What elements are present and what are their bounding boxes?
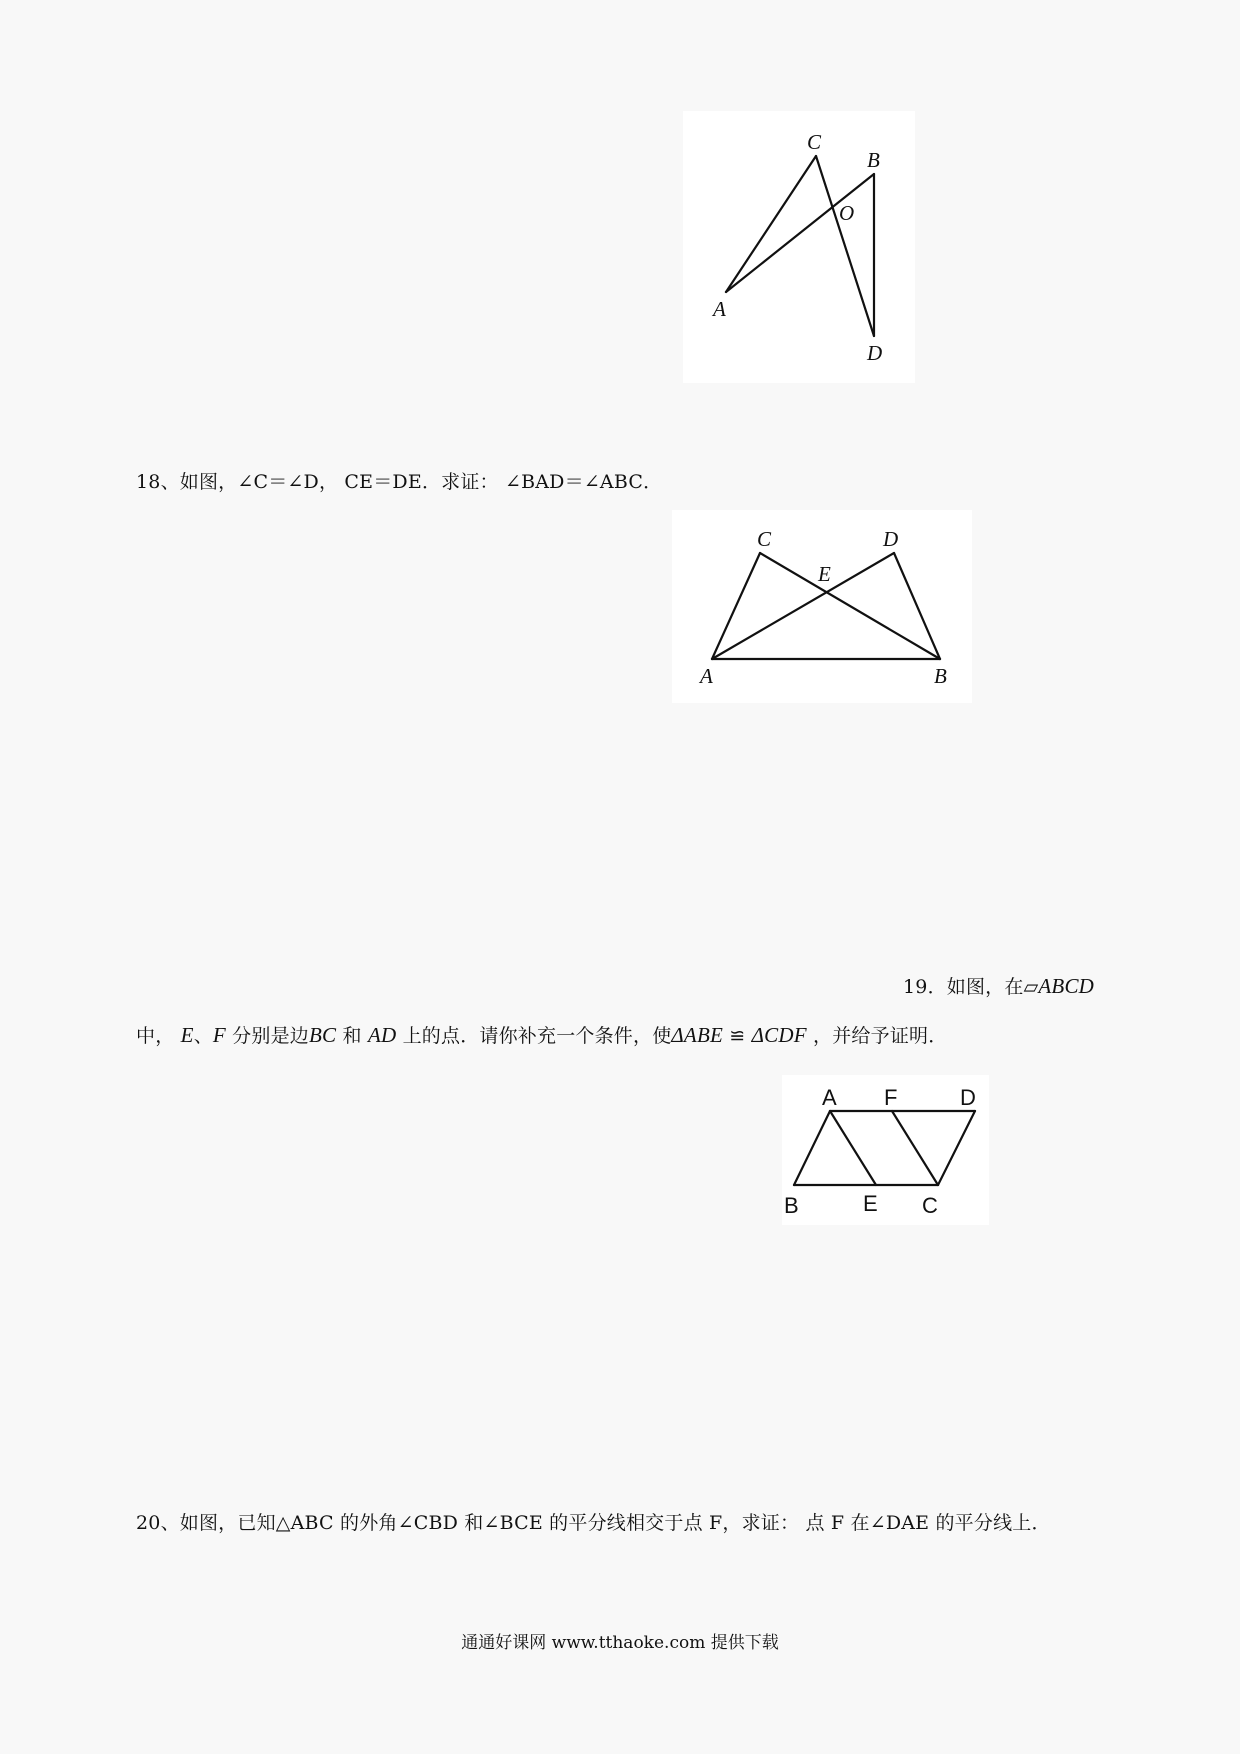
label-o: O: [839, 201, 855, 225]
label-a: A: [700, 664, 713, 688]
q19-triangle-cdf: ΔCDF: [751, 1023, 807, 1047]
figure-17-triangles: [683, 111, 915, 383]
label-c: C: [922, 1193, 938, 1218]
segment-ae: [830, 1111, 876, 1185]
label-b: B: [934, 664, 947, 688]
label-e: E: [818, 562, 831, 586]
page-footer: 通通好课网 www.tthaoke.com 提供下载: [461, 1633, 779, 1653]
segment-db: [894, 553, 940, 659]
segment-dc: [938, 1111, 975, 1185]
figure-19-svg: [782, 1075, 989, 1225]
q19-point-e: E: [180, 1023, 194, 1047]
figure-18-svg: [672, 510, 972, 703]
q19-t5: 上的点．请你补充一个条件，使: [402, 1025, 672, 1047]
q19-triangle-abe: ΔABE: [671, 1023, 724, 1047]
segment-fc: [892, 1111, 938, 1185]
figure-18-triangles: [672, 510, 972, 703]
segment-ca: [726, 156, 816, 292]
question-18-text: 18、如图，∠C＝∠D， CE＝DE．求证： ∠BAD＝∠ABC．: [136, 471, 663, 493]
segment-ac: [712, 553, 760, 659]
q19-congruent-symbol: ≌: [729, 1025, 746, 1047]
q19-t6: ，并给予证明．: [813, 1025, 948, 1047]
q19-t1: 中，: [136, 1025, 175, 1047]
q19-t2: 、: [193, 1025, 213, 1047]
label-c: C: [757, 527, 772, 551]
q19-side-ad: AD: [367, 1023, 397, 1047]
question-19-prefix: 19．如图，在: [903, 976, 1024, 998]
q19-t4: 和: [342, 1025, 362, 1047]
label-b: B: [784, 1193, 799, 1218]
question-19-line2: [136, 1025, 947, 1046]
label-a: A: [713, 297, 726, 321]
segment-ad: [712, 553, 894, 659]
figure-19-parallelogram: [782, 1075, 989, 1225]
parallelogram-name: ABCD: [1038, 974, 1095, 998]
label-a: A: [822, 1085, 837, 1110]
q19-side-bc: BC: [308, 1023, 337, 1047]
label-e: E: [863, 1191, 878, 1216]
question-20-text: 20、如图，已知△ABC 的外角∠CBD 和∠BCE 的平分线相交于点 F，求证： 点 F 在∠DAE 的平分线上．: [136, 1512, 1051, 1534]
segment-cd: [816, 156, 874, 336]
figure-17-svg: [683, 111, 915, 383]
segment-ab: [726, 174, 874, 292]
segment-cb: [760, 553, 940, 659]
parallelogram-symbol: ▱: [1023, 976, 1039, 998]
label-d: D: [960, 1085, 976, 1110]
q19-point-f: F: [212, 1023, 226, 1047]
q19-t3: 分别是边: [232, 1025, 309, 1047]
label-c: C: [807, 130, 822, 154]
label-b: B: [867, 148, 880, 172]
segment-ab: [794, 1111, 830, 1185]
question-19-line1: [903, 976, 1094, 997]
label-d: D: [883, 527, 899, 551]
label-d: D: [867, 341, 883, 365]
label-f: F: [884, 1085, 898, 1110]
